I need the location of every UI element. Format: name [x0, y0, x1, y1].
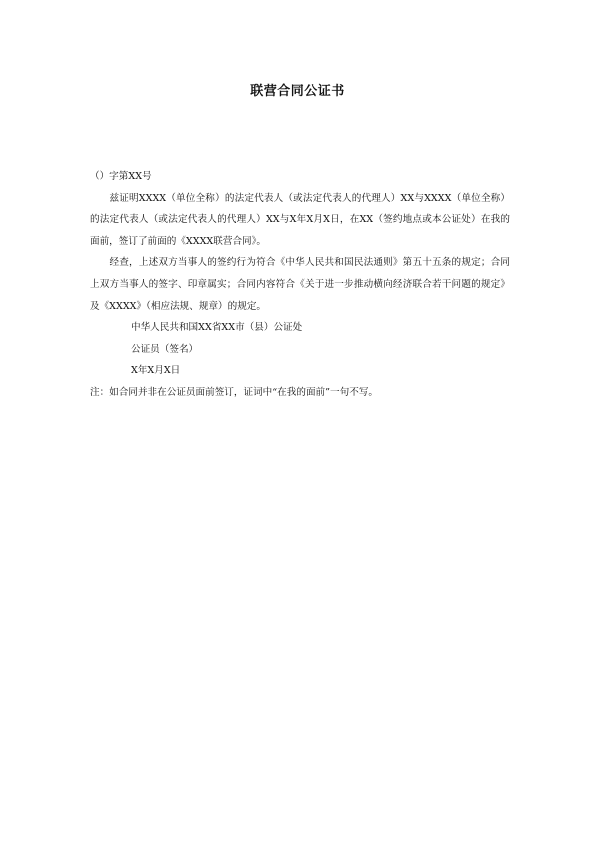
notary-office: 中华人民共和国XX省XX市（县）公证处	[131, 322, 303, 334]
footnote: 注：如合同并非在公证员面前签订，证词中“在我的面前”一句不写。	[90, 386, 379, 398]
document-body	[90, 166, 510, 404]
document-title: 联营合同公证书	[250, 84, 345, 99]
certification-paragraph: 兹证明XXXX（单位全称）的法定代表人（或法定代表人的代理人）XX与XXXX（单位全称）的法定代表人（或法定代表人的代理人）XX与X年X月X日，在XX（签约地点或本公证处）在我的面前，签订了前面的《XXXX联营合同》。	[90, 192, 510, 247]
reference-number: （）字第XX号	[90, 171, 152, 182]
verification-paragraph: 经查，上述双方当事人的签约行为符合《中华人民共和国民法通则》第五十五条的规定；合同上双方当事人的签字、印章属实；合同内容符合《关于进一步推动横向经济联合若干问题的规定》及《XXXX》（相应法规、规章）的规定。	[90, 257, 510, 312]
notary-signature: 公证员（签名）	[131, 343, 199, 355]
notarization-date: X年X月X日	[131, 365, 181, 377]
